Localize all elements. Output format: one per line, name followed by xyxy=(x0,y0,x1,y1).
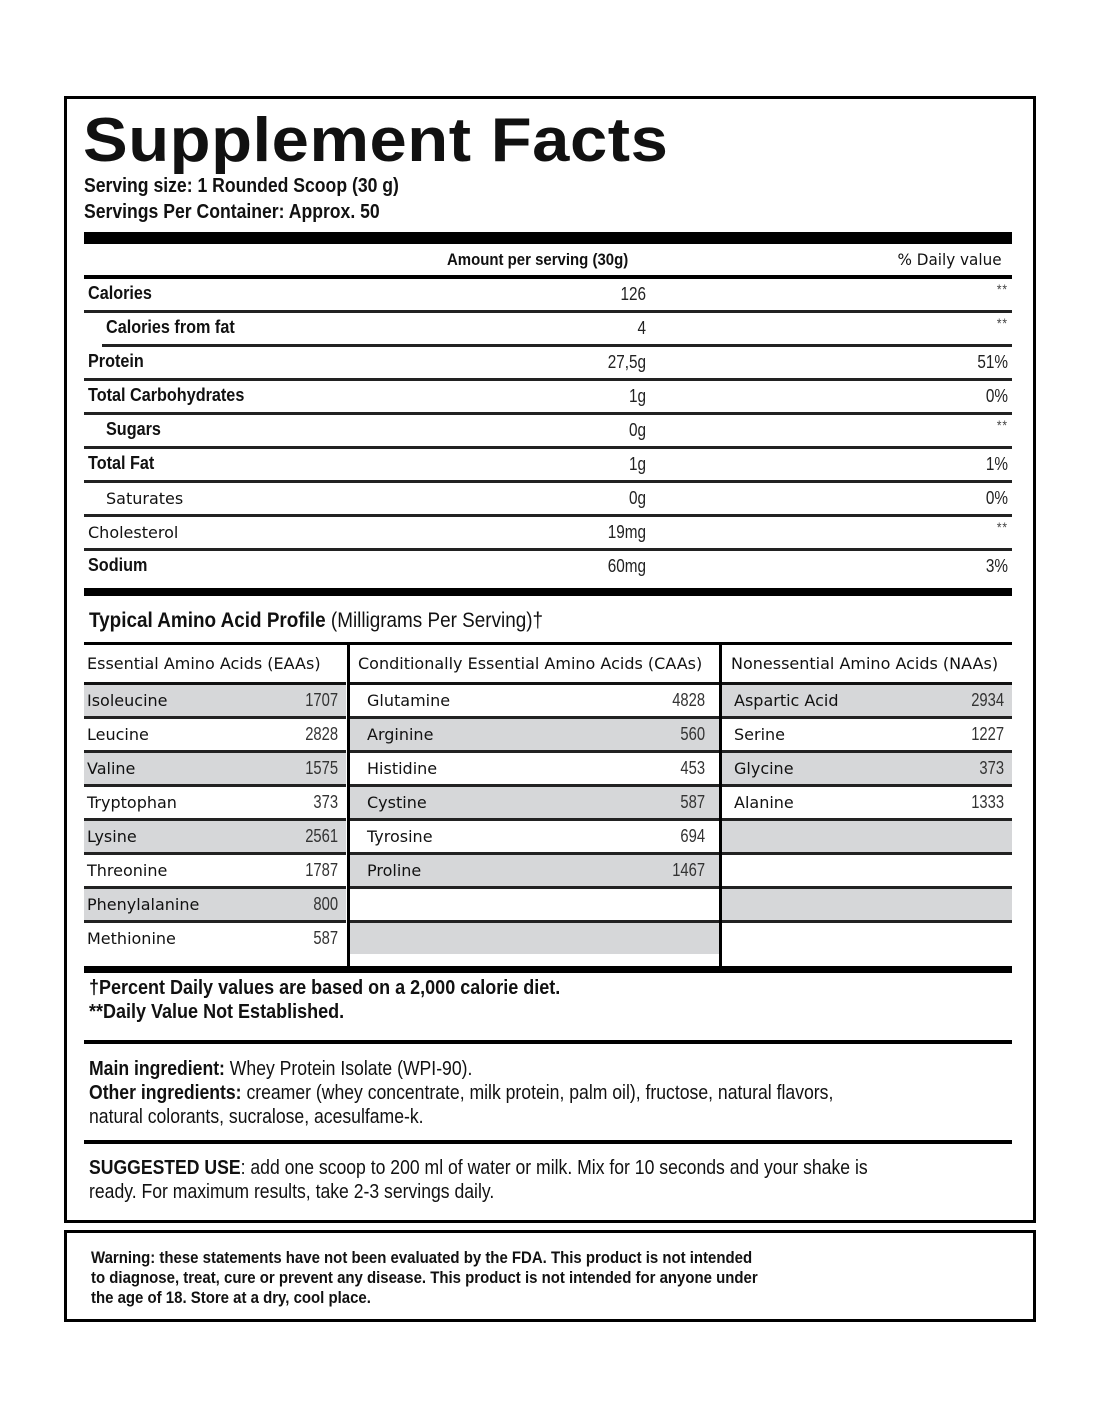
main-ingredient-value: Whey Protein Isolate (WPI-90). xyxy=(224,1058,473,1080)
thick-divider xyxy=(84,588,1012,596)
nutrition-row-total-fat xyxy=(84,449,1012,483)
amino-value: 2934 xyxy=(971,690,1004,710)
table-row-empty xyxy=(722,855,1012,889)
nutrient-amount: 126 xyxy=(620,284,646,304)
warning-line: the age of 18. Store at a dry, cool place. xyxy=(91,1288,371,1307)
nutrient-dv: 1% xyxy=(985,454,1008,474)
amino-value: 373 xyxy=(313,792,338,812)
daily-value-header: % Daily value xyxy=(897,250,1002,269)
amino-profile-title xyxy=(89,609,543,633)
nutrient-amount: 1g xyxy=(628,454,646,474)
amino-name: Phenylalanine xyxy=(87,895,200,914)
nutrient-amount: 4 xyxy=(637,318,646,338)
naa-column xyxy=(719,645,1012,966)
amino-value: 1575 xyxy=(305,758,338,778)
nutrition-row-total-carbohydrates xyxy=(84,381,1012,415)
table-row xyxy=(722,719,1012,753)
other-ingredients-continued: natural colorants, sucralose, acesulfame-k. xyxy=(89,1106,424,1128)
servings-per-container: Servings Per Container: Approx. 50 xyxy=(84,201,380,223)
nutrition-header-row xyxy=(84,244,1012,274)
amino-name: Proline xyxy=(367,861,422,880)
amino-value: 1467 xyxy=(672,860,705,880)
warning-line: to diagnose, treat, cure or prevent any disease. This product is not intended for anyone under xyxy=(91,1268,758,1287)
table-row-empty xyxy=(350,889,720,923)
table-row xyxy=(84,787,346,821)
divider xyxy=(84,1040,1012,1044)
nutrient-dv: ** xyxy=(997,519,1008,535)
nutrition-row-sodium xyxy=(84,551,1012,582)
table-row xyxy=(350,685,720,719)
amino-name: Cystine xyxy=(367,793,427,812)
table-row xyxy=(350,719,720,753)
amino-name: Leucine xyxy=(87,725,149,744)
nutrient-dv: ** xyxy=(997,417,1008,433)
amino-value: 4828 xyxy=(672,690,705,710)
footnote-not-established: **Daily Value Not Established. xyxy=(89,1001,345,1023)
table-row-empty xyxy=(722,821,1012,855)
nutrient-label: Sugars xyxy=(106,419,161,439)
thick-divider xyxy=(84,232,1012,244)
amino-name: Arginine xyxy=(367,725,434,744)
column-header: Conditionally Essential Amino Acids (CAAs) xyxy=(350,645,720,685)
amino-value: 1787 xyxy=(305,860,338,880)
amino-value: 373 xyxy=(979,758,1004,778)
table-row-empty xyxy=(350,923,720,954)
nutrition-row-calories-from-fat xyxy=(102,313,1012,347)
amino-name: Threonine xyxy=(87,861,168,880)
table-row xyxy=(350,787,720,821)
nutrient-amount: 19mg xyxy=(607,522,646,542)
table-row xyxy=(350,855,720,889)
table-row-empty xyxy=(722,889,1012,923)
nutrition-row-sugars xyxy=(84,415,1012,449)
amino-name: Alanine xyxy=(734,793,794,812)
amino-value: 1333 xyxy=(971,792,1004,812)
nutrition-row-protein xyxy=(84,347,1012,381)
amino-title-bold: Typical Amino Acid Profile xyxy=(89,609,326,632)
amino-name: Methionine xyxy=(87,929,176,948)
nutrition-row-calories xyxy=(84,279,1012,313)
suggested-use-text: : add one scoop to 200 ml of water or milk. Mix for 10 seconds and your shake is xyxy=(240,1157,868,1179)
main-ingredient xyxy=(89,1057,472,1081)
nutrient-label: Saturates xyxy=(106,489,184,508)
nutrient-dv: 51% xyxy=(977,352,1008,372)
main-ingredient-label: Main ingredient: xyxy=(89,1058,225,1080)
table-row xyxy=(722,685,1012,719)
amino-name: Histidine xyxy=(367,759,438,778)
warning-box xyxy=(64,1230,1036,1322)
warning-text xyxy=(91,1248,758,1308)
amino-value: 800 xyxy=(313,894,338,914)
amino-name: Valine xyxy=(87,759,136,778)
table-row xyxy=(84,821,346,855)
nutrient-dv: 3% xyxy=(985,556,1008,576)
other-ingredients-value: creamer (whey concentrate, milk protein, palm oil), fructose, natural flavors, xyxy=(241,1082,834,1104)
nutrient-amount: 60mg xyxy=(607,556,646,576)
nutrition-row-cholesterol xyxy=(84,517,1012,551)
table-row xyxy=(722,753,1012,787)
suggested-use-continued: ready. For maximum results, take 2-3 servings daily. xyxy=(89,1181,495,1203)
table-row-empty xyxy=(722,923,1012,954)
table-row xyxy=(84,889,346,923)
page-title: Supplement Facts xyxy=(83,106,669,175)
footnote-daily-values: †Percent Daily values are based on a 2,000 calorie diet. xyxy=(89,977,561,999)
amino-value: 694 xyxy=(680,826,705,846)
nutrient-label: Protein xyxy=(88,351,144,371)
amino-name: Glutamine xyxy=(367,691,451,710)
eaa-column xyxy=(84,645,346,966)
nutrition-row-saturates xyxy=(84,483,1012,517)
nutrient-label: Total Fat xyxy=(88,453,155,473)
divider xyxy=(84,1140,1012,1144)
amino-name: Serine xyxy=(734,725,786,744)
table-row xyxy=(722,787,1012,821)
nutrient-dv: ** xyxy=(997,281,1008,297)
amino-name: Tyrosine xyxy=(367,827,433,846)
nutrient-dv: 0% xyxy=(985,488,1008,508)
nutrient-label: Sodium xyxy=(88,555,148,575)
table-row xyxy=(84,685,346,719)
suggested-use xyxy=(89,1156,868,1180)
amino-value: 453 xyxy=(680,758,705,778)
other-ingredients-label: Other ingredients: xyxy=(89,1082,242,1104)
table-row xyxy=(350,821,720,855)
table-row xyxy=(84,753,346,787)
table-row xyxy=(84,719,346,753)
amino-name: Aspartic Acid xyxy=(734,691,839,710)
warning-line: Warning: these statements have not been evaluated by the FDA. This product is not intended xyxy=(91,1248,753,1267)
amino-value: 2828 xyxy=(305,724,338,744)
nutrient-label: Total Carbohydrates xyxy=(88,385,245,405)
other-ingredients xyxy=(89,1081,833,1105)
serving-size: Serving size: 1 Rounded Scoop (30 g) xyxy=(84,175,399,197)
supplement-facts-panel xyxy=(64,96,1036,1223)
column-header: Nonessential Amino Acids (NAAs) xyxy=(722,645,1012,685)
nutrient-amount: 27,5g xyxy=(607,352,646,372)
amino-subtitle: (Milligrams Per Serving)† xyxy=(330,609,544,632)
amino-value: 1227 xyxy=(971,724,1004,744)
nutrient-label: Cholesterol xyxy=(88,523,179,542)
caa-column xyxy=(347,645,720,966)
column-header: Essential Amino Acids (EAAs) xyxy=(84,645,346,685)
amount-header: Amount per serving (30g) xyxy=(447,250,629,269)
nutrient-dv: 0% xyxy=(985,386,1008,406)
amino-acid-table xyxy=(84,642,1012,973)
amino-value: 587 xyxy=(680,792,705,812)
amino-value: 587 xyxy=(313,928,338,948)
amino-value: 560 xyxy=(680,724,705,744)
nutrient-dv: ** xyxy=(997,315,1008,331)
table-row xyxy=(84,923,346,954)
nutrient-amount: 1g xyxy=(628,386,646,406)
nutrient-amount: 0g xyxy=(628,420,646,440)
amino-name: Lysine xyxy=(87,827,137,846)
amino-name: Isoleucine xyxy=(87,691,168,710)
amino-value: 1707 xyxy=(305,690,338,710)
nutrient-amount: 0g xyxy=(628,488,646,508)
table-row xyxy=(350,753,720,787)
suggested-use-label: SUGGESTED USE xyxy=(89,1157,241,1179)
amino-name: Glycine xyxy=(734,759,794,778)
nutrient-label: Calories from fat xyxy=(106,317,235,337)
amino-value: 2561 xyxy=(305,826,338,846)
amino-name: Tryptophan xyxy=(87,793,177,812)
table-row xyxy=(84,855,346,889)
nutrient-label: Calories xyxy=(88,283,152,303)
